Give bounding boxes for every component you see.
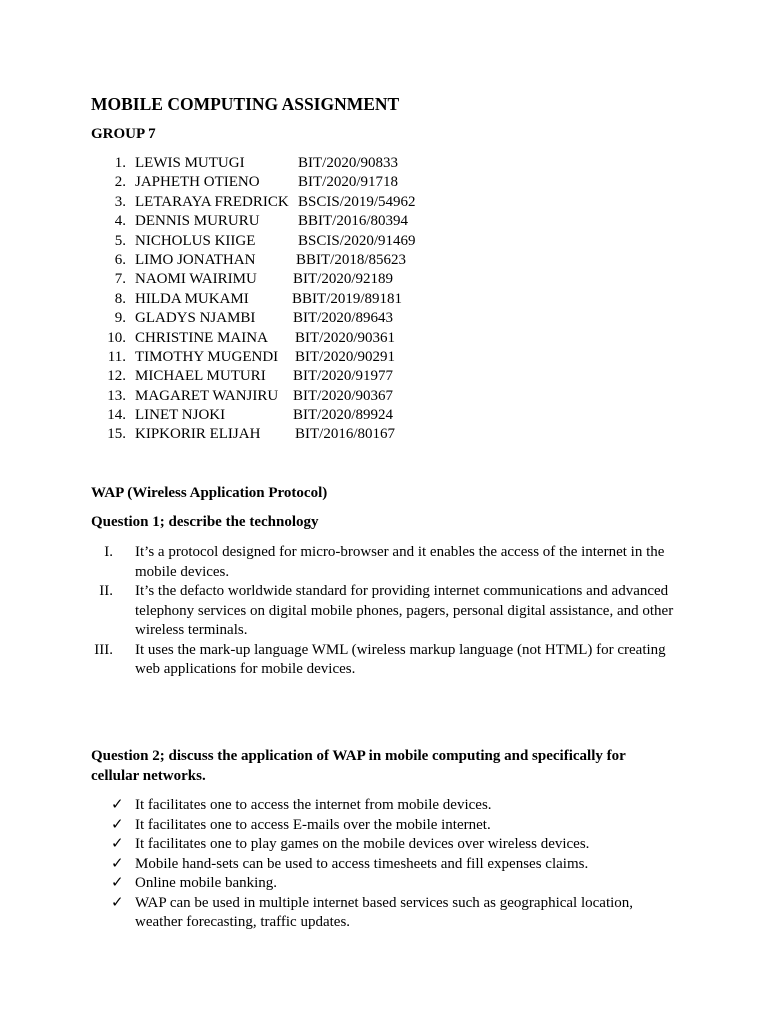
question-1-heading: Question 1; describe the technology <box>91 514 319 530</box>
question-1-list <box>0 543 768 680</box>
member-name: LETARAYA FREDRICK <box>135 193 289 210</box>
question-1-item <box>0 543 768 582</box>
member-row <box>0 212 768 231</box>
member-number: 3. <box>114 193 126 210</box>
member-number: 13. <box>107 387 126 404</box>
question-2-item-text: It facilitates one to access E-mails over the mobile internet. <box>135 816 491 833</box>
member-number: 9. <box>114 310 126 327</box>
member-registration-id: BIT/2020/89643 <box>293 310 393 327</box>
question-2-list <box>0 796 768 933</box>
member-registration-id: BBIT/2018/85623 <box>296 251 407 268</box>
question-2-item <box>0 894 768 933</box>
member-registration-id: BIT/2020/91977 <box>293 368 393 385</box>
member-number: 1. <box>114 155 126 171</box>
member-name: MAGARET WANJIRU <box>135 387 279 404</box>
member-number: 14. <box>107 407 126 424</box>
member-name: HILDA MUKAMI <box>135 290 249 307</box>
question-2-item <box>0 835 768 855</box>
member-registration-id: BBIT/2016/80394 <box>298 213 409 230</box>
question-1-item-text: It uses the mark-up language WML (wireless markup language (not HTML) for creating web applications for mobile devices. <box>135 641 666 677</box>
checkmark-icon: ✓ <box>111 797 124 813</box>
member-name: LINET NJOKI <box>135 407 226 424</box>
group-label: GROUP 7 <box>91 126 156 142</box>
question-2-item <box>0 855 768 875</box>
member-name: MICHAEL MUTURI <box>135 368 266 385</box>
checkmark-icon: ✓ <box>111 875 124 891</box>
member-row <box>0 290 768 309</box>
member-row <box>0 406 768 425</box>
question-2-item <box>0 796 768 816</box>
member-name: KIPKORIR ELIJAH <box>135 426 261 443</box>
question-2-item <box>0 816 768 836</box>
member-number: 2. <box>114 174 126 191</box>
member-row <box>0 270 768 289</box>
question-2-item-text: It facilitates one to play games on the mobile devices over wireless devices. <box>135 836 590 852</box>
member-number: 4. <box>114 213 126 230</box>
question-2-item-text: Mobile hand-sets can be used to access timesheets and fill expenses claims. <box>135 855 589 872</box>
member-registration-id: BIT/2020/90291 <box>295 348 395 365</box>
member-list <box>0 154 768 445</box>
member-name: LIMO JONATHAN <box>135 251 256 268</box>
member-name: NAOMI WAIRIMU <box>135 271 257 288</box>
member-name: TIMOTHY MUGENDI <box>135 348 279 365</box>
member-name: LEWIS MUTUGI <box>135 155 245 171</box>
member-row <box>0 329 768 348</box>
document-title: MOBILE COMPUTING ASSIGNMENT <box>91 94 400 114</box>
member-row <box>0 173 768 192</box>
member-number: 5. <box>114 232 126 249</box>
member-name: GLADYS NJAMBI <box>135 310 256 327</box>
member-row <box>0 425 768 444</box>
member-registration-id: BIT/2020/89924 <box>293 407 393 424</box>
member-row <box>0 193 768 212</box>
member-registration-id: BIT/2020/90833 <box>298 155 398 171</box>
member-row <box>0 367 768 386</box>
member-row <box>0 309 768 328</box>
member-name: JAPHETH OTIENO <box>135 174 260 191</box>
roman-numeral: II. <box>99 583 113 599</box>
roman-numeral: I. <box>104 544 113 560</box>
member-registration-id: BIT/2020/90367 <box>293 387 393 404</box>
checkmark-icon: ✓ <box>111 894 124 911</box>
question-1-item-text: It’s the defacto worldwide standard for providing internet communications and advanced telephony services on digital mobile phones, pagers, personal digital assistance, and other wireless terminals. <box>135 583 674 638</box>
member-number: 15. <box>107 426 126 443</box>
member-number: 12. <box>107 368 126 385</box>
member-number: 11. <box>107 348 126 365</box>
checkmark-icon: ✓ <box>111 836 124 852</box>
member-row <box>0 251 768 270</box>
roman-numeral: III. <box>94 641 113 658</box>
member-registration-id: BBIT/2019/89181 <box>292 290 403 307</box>
member-registration-id: BIT/2020/91718 <box>298 174 398 191</box>
member-registration-id: BSCIS/2019/54962 <box>298 193 416 210</box>
member-registration-id: BIT/2020/92189 <box>293 271 393 288</box>
question-1-item <box>0 582 768 641</box>
section-title-wap: WAP (Wireless Application Protocol) <box>91 485 328 501</box>
member-row <box>0 232 768 251</box>
member-registration-id: BIT/2016/80167 <box>295 426 395 443</box>
member-number: 6. <box>114 251 126 268</box>
question-2-item-text: It facilitates one to access the internet from mobile devices. <box>135 797 492 813</box>
member-name: CHRISTINE MAINA <box>135 329 268 346</box>
question-2-heading: Question 2; discuss the application of WAP in mobile computing and specifically for cellular networks. <box>91 748 626 784</box>
question-1-item <box>0 641 768 680</box>
member-number: 10. <box>107 329 126 346</box>
checkmark-icon: ✓ <box>111 855 124 872</box>
member-name: NICHOLUS KIIGE <box>135 232 256 249</box>
question-2-item <box>0 874 768 894</box>
member-registration-id: BSCIS/2020/91469 <box>298 232 416 249</box>
checkmark-icon: ✓ <box>111 816 124 833</box>
question-2-item-text: WAP can be used in multiple internet based services such as geographical location, weather forecasting, traffic updates. <box>135 894 634 930</box>
member-row <box>0 387 768 406</box>
member-registration-id: BIT/2020/90361 <box>295 329 395 346</box>
member-row <box>0 348 768 367</box>
question-2-item-text: Online mobile banking. <box>135 875 278 891</box>
member-number: 7. <box>114 271 126 288</box>
question-1-item-text: It’s a protocol designed for micro-browser and it enables the access of the internet in the mobile devices. <box>135 544 665 580</box>
member-name: DENNIS MURURU <box>135 213 260 230</box>
member-number: 8. <box>114 290 126 307</box>
member-row <box>0 154 768 173</box>
